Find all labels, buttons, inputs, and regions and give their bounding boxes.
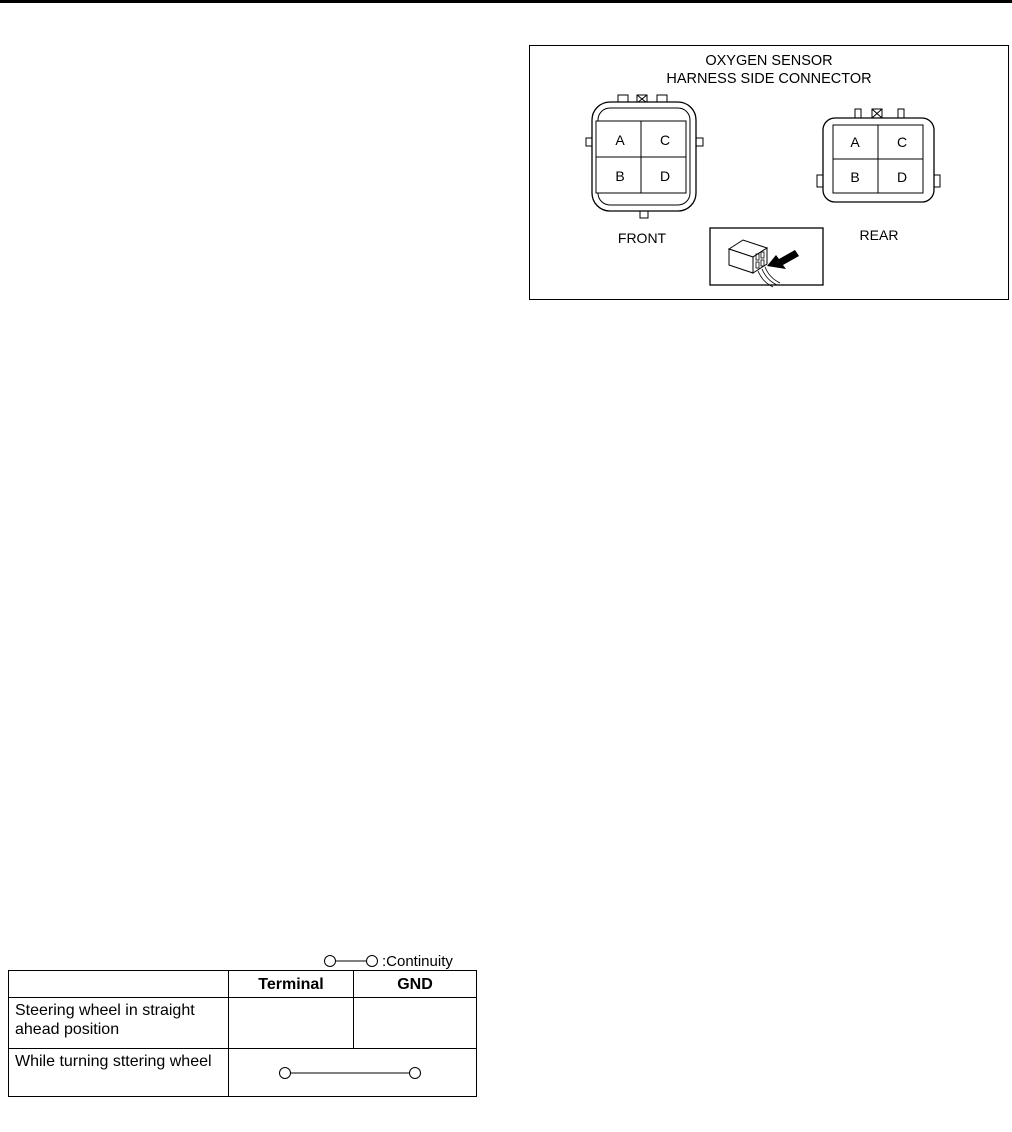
gnd-cell xyxy=(354,998,477,1049)
front-pin-d: D xyxy=(659,168,671,184)
continuity-table xyxy=(8,970,477,1097)
front-connector xyxy=(586,95,703,218)
rear-pin-a: A xyxy=(850,134,860,150)
header-blank-cell xyxy=(9,971,229,998)
front-pin-a: A xyxy=(615,132,625,148)
continuity-cell xyxy=(229,1049,477,1097)
table-row xyxy=(9,998,477,1049)
figure-title-line1: OXYGEN SENSOR xyxy=(705,53,833,69)
front-pin-c: C xyxy=(659,132,671,148)
harness-view-inset xyxy=(710,228,823,287)
rear-pin-c: C xyxy=(896,134,908,150)
table-row xyxy=(9,1049,477,1097)
continuity-mark-icon xyxy=(229,1051,471,1095)
continuity-symbol-icon xyxy=(322,953,380,969)
oxygen-sensor-connector-figure xyxy=(529,45,1009,300)
rear-pin-b: B xyxy=(850,169,860,185)
connector-diagram xyxy=(529,45,1009,300)
top-rule xyxy=(0,0,1012,3)
row-condition: While turning sttering wheel xyxy=(9,1049,229,1097)
front-pin-b: B xyxy=(615,168,625,184)
rear-pin-d: D xyxy=(896,169,908,185)
table-header-row xyxy=(9,971,477,998)
front-tab-right xyxy=(696,138,703,146)
row-condition: Steering wheel in straight ahead position xyxy=(9,998,229,1049)
header-terminal: Terminal xyxy=(229,971,354,998)
rear-label: REAR xyxy=(859,227,899,243)
terminal-cell xyxy=(229,998,354,1049)
figure-title-line2: HARNESS SIDE CONNECTOR xyxy=(666,71,872,87)
front-label: FRONT xyxy=(617,230,667,246)
header-gnd: GND xyxy=(354,971,477,998)
continuity-legend xyxy=(322,952,453,970)
continuity-legend-label: :Continuity xyxy=(382,952,453,970)
rear-connector xyxy=(817,109,940,202)
